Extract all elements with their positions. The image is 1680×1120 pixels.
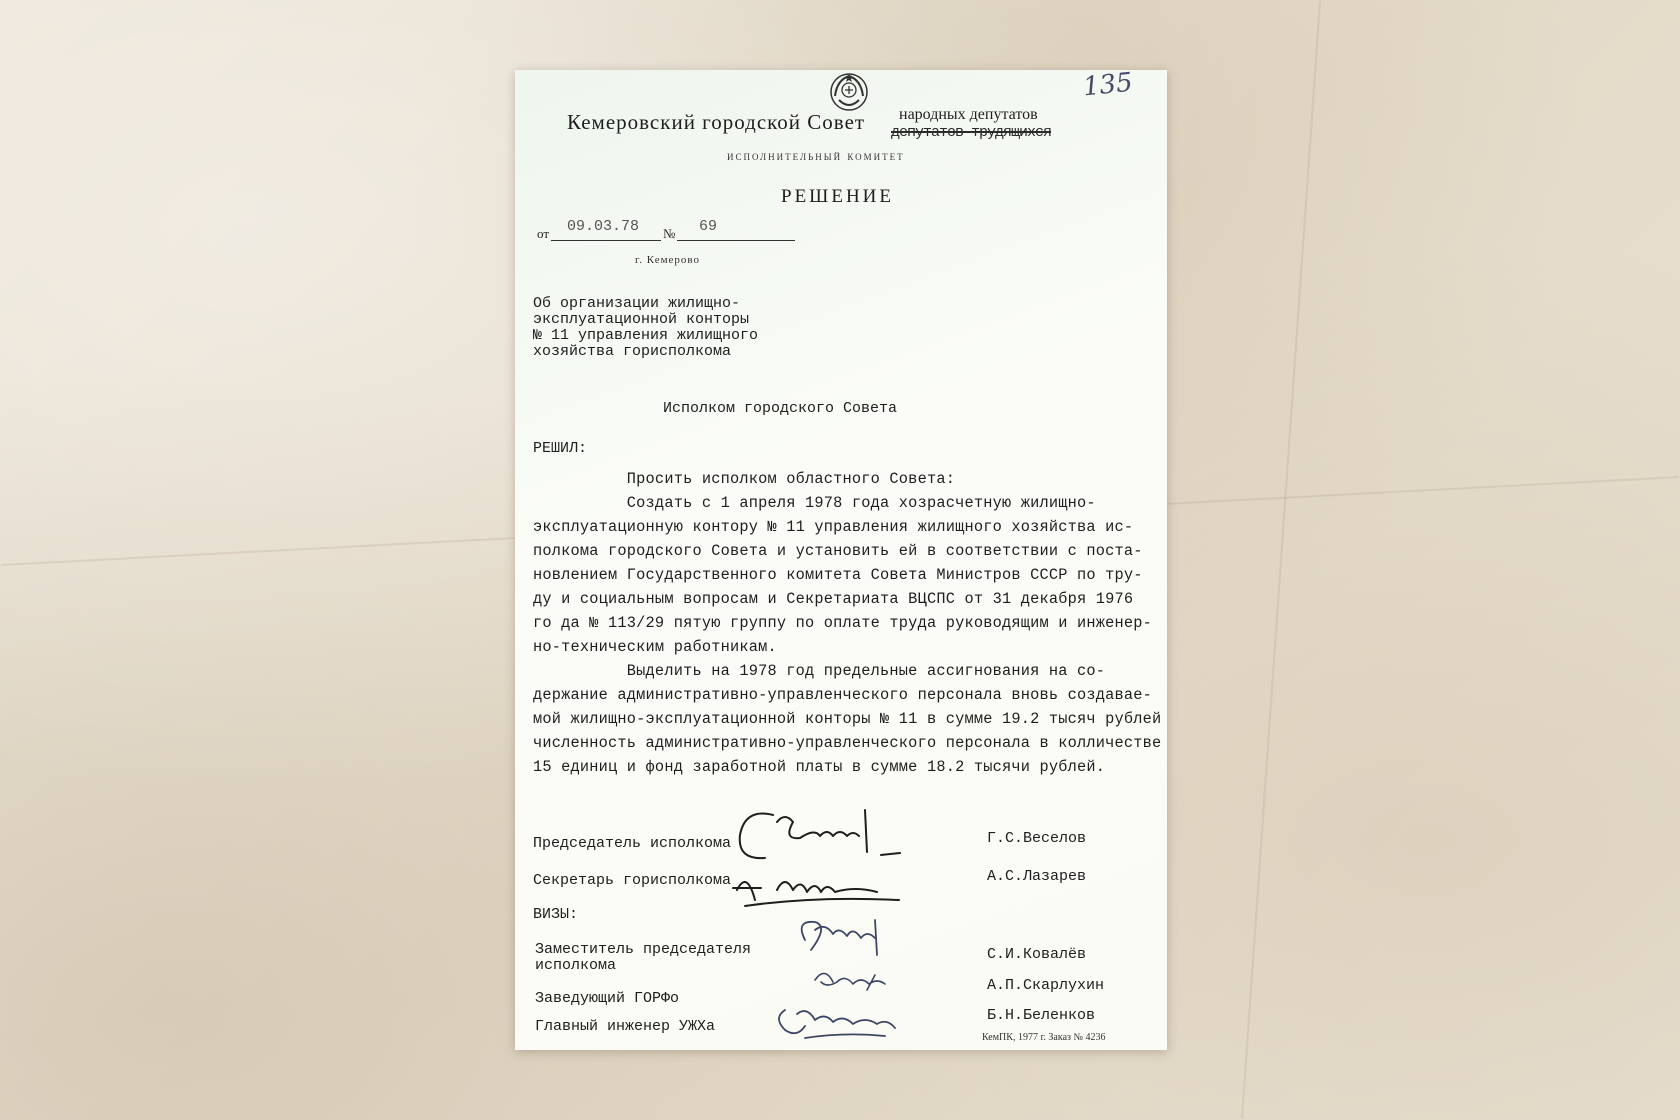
body-line: эксплуатационную контору № 11 управления жилищного хозяйства ис- [533,518,1134,536]
finance-head-signature [815,973,885,990]
coat-of-arms-icon [827,70,871,114]
deputies-heading: народных депутатов [899,106,1038,123]
decision-number: 69 [699,218,718,235]
city-label: г. Кемерово [635,254,701,266]
body-line: го да № 113/29 пятую группу по оплате труда руководящим и инженер- [533,614,1153,632]
body-line: 15 единиц и фонд заработной платы в сумме 18.2 тысячи рублей. [533,758,1106,776]
chief-engineer-name: Б.Н.Беленков [987,1007,1096,1024]
archive-page-number: 135 [1081,67,1135,103]
chief-engineer-title: Главный инженер УЖХа [535,1018,716,1035]
date-underline [551,240,661,241]
secretary-title: Секретарь горисполкома [533,872,732,889]
chief-engineer-signature [779,1010,895,1038]
secretary-signature [733,882,899,906]
crossed-out-text: депутатов трудящихся [891,124,1052,141]
deputy-chairman-name: С.И.Ковалёв [987,946,1087,963]
deputy-chairman-title: Заместитель председателя исполкома [535,941,752,974]
body-line: Создать с 1 апреля 1978 года хозрасчетную жилищно- [533,494,1096,512]
number-label: № [663,226,676,241]
document-sheet [515,67,1167,1050]
council-heading: Кемеровский городской Совет [567,110,866,134]
body-line: мой жилищно-эксплуатационной конторы № 11 в сумме 19.2 тысяч рублей [533,710,1162,728]
body-line: полкома городского Совета и установить ей в соответствии с поста- [533,542,1143,560]
handwritten-signatures [515,70,1167,1050]
body-line: численность административно-управленческого персонала в колличестве [533,734,1162,752]
paper-crease [1241,1,1321,1118]
addressee: Исполком городского Совета [663,400,898,417]
body-line: Выделить на 1978 год предельные ассигнования на со- [533,662,1106,680]
body-line: держание административно-управленческого персонала вновь создавае- [533,686,1153,704]
secretary-name: А.С.Лазарев [987,868,1087,885]
executive-committee-heading: исполнительный комитет [727,148,905,163]
printer-mark: КемПК, 1977 г. Заказ № 4236 [982,1032,1106,1043]
body-line: Просить исполком областного Совета: [533,470,956,488]
chairman-signature [740,810,900,858]
deputy-chairman-signature [802,920,877,955]
date-label: от [537,226,550,241]
number-underline [677,240,795,241]
chairman-title: Председатель исполкома [533,835,732,852]
body-line: но-техническим работникам. [533,638,777,656]
body-line: ду и социальным вопросам и Секретариата ВЦСПС от 31 декабря 1976 [533,590,1134,608]
date-number-row [537,218,797,242]
document-type-heading: РЕШЕНИЕ [781,186,894,207]
finance-head-name: А.П.Скарлухин [987,977,1105,994]
decision-date: 09.03.78 [567,218,640,235]
subject-block: Об организации жилищно- эксплуатационной конторы № 11 управления жилищного хозяйства горисполкома [533,295,759,360]
body-line: новлением Государственного комитета Совета Министров СССР по тру- [533,566,1143,584]
chairman-name: Г.С.Веселов [987,830,1087,847]
resolved-label: РЕШИЛ: [533,440,588,457]
finance-head-title: Заведующий ГОРФо [535,990,680,1007]
visas-label: ВИЗЫ: [533,906,579,923]
